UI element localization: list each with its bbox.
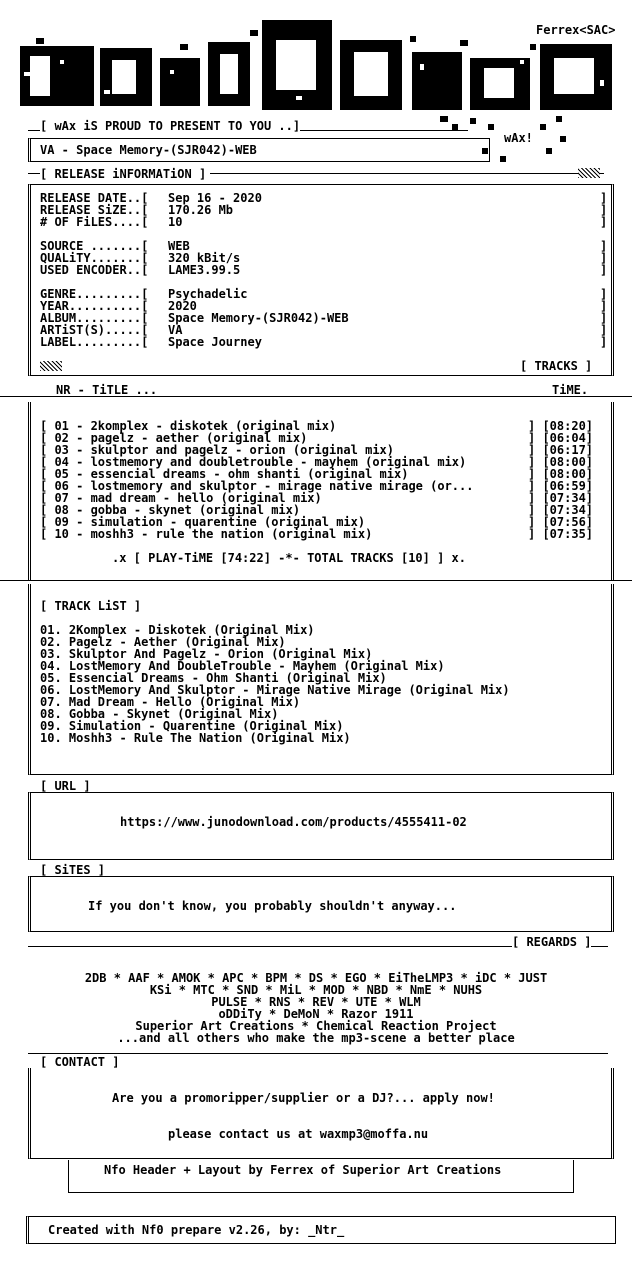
tracklist-item: 03. Skulptor And Pagelz - Orion (Original Mix) <box>40 647 373 661</box>
info-bracket-end: ] <box>600 263 608 277</box>
info-value: 2020 <box>168 299 197 313</box>
sites-heading: [ SiTES ] <box>40 863 106 877</box>
tracklist-item: 08. Gobba - Skynet (Original Mix) <box>40 707 279 721</box>
info-label: QUALiTY.......[ <box>40 251 149 265</box>
track-line: [ 02 - pagelz - aether (original mix) <box>40 431 308 445</box>
info-bracket-end: ] <box>600 323 608 337</box>
regards-line: PULSE * RNS * REV * UTE * WLM <box>211 995 421 1009</box>
info-bracket-end: ] <box>600 239 608 253</box>
info-label: ARTiST(S).....[ <box>40 323 149 337</box>
track-line: [ 09 - simulation - quarentine (original mix) <box>40 515 366 529</box>
track-time: ] [06:59] <box>528 479 594 493</box>
contact-line-apply: Are you a promoripper/supplier or a DJ?... apply now! <box>112 1091 495 1105</box>
hatch-decor <box>40 361 62 371</box>
track-line: [ 04 - lostmemory and doubletrouble - mayhem (original mix) <box>40 455 467 469</box>
info-bracket-end: ] <box>600 215 608 229</box>
url-link[interactable]: https://www.junodownload.com/products/4555411-02 <box>120 815 467 829</box>
info-label: RELEASE SiZE..[ <box>40 203 149 217</box>
hatch-decor <box>578 168 600 178</box>
track-time: ] [06:17] <box>528 443 594 457</box>
regards-line: ...and all others who make the mp3-scene a better place <box>117 1031 515 1045</box>
logo-tag: wAx! <box>504 131 533 145</box>
url-heading: [ URL ] <box>40 779 91 793</box>
track-time: ] [06:04] <box>528 431 594 445</box>
tracks-heading: [ TRACKS ] <box>520 359 593 373</box>
col-time-header: TiME. <box>552 383 589 397</box>
regards-line: 2DB * AAF * AMOK * APC * BPM * DS * EGO * EiTheLMP3 * iDC * JUST <box>84 971 548 985</box>
info-value: 170.26 Mb <box>168 203 234 217</box>
regards-line: Superior Art Creations * Chemical Reaction Project <box>135 1019 497 1033</box>
info-label: # OF FiLES....[ <box>40 215 149 229</box>
track-line: [ 06 - lostmemory and skulptor - mirage native mirage (or... <box>40 479 474 493</box>
info-bracket-end: ] <box>600 251 608 265</box>
tracks-summary: .x [ PLAY-TiME [74:22] -*- TOTAL TRACKS [10] ] x. <box>112 551 467 565</box>
contact-rule <box>28 1053 608 1054</box>
info-value: Sep 16 - 2020 <box>168 191 262 205</box>
track-time: ] [07:34] <box>528 491 594 505</box>
contact-heading: [ CONTACT ] <box>40 1055 120 1069</box>
track-time: ] [07:56] <box>528 515 594 529</box>
regards-line: oDDiTy * DeMoN * Razor 1911 <box>218 1007 414 1021</box>
info-label: ALBUM.........[ <box>40 311 149 325</box>
info-value: WEB <box>168 239 190 253</box>
tracklist-item: 01. 2Komplex - Diskotek (Original Mix) <box>40 623 315 637</box>
info-label: GENRE.........[ <box>40 287 149 301</box>
tracklist-item: 07. Mad Dream - Hello (Original Mix) <box>40 695 301 709</box>
info-label: RELEASE DATE..[ <box>40 191 149 205</box>
header-credit: Ferrex<SAC> <box>536 23 616 37</box>
contact-line-email[interactable]: please contact us at waxmp3@moffa.nu <box>168 1127 429 1141</box>
info-bracket-end: ] <box>600 203 608 217</box>
track-time: ] [08:00] <box>528 455 594 469</box>
track-time: ] [07:34] <box>528 503 594 517</box>
release-title: VA - Space Memory-(SJR042)-WEB <box>40 143 257 157</box>
tracks-bottom-rule <box>0 580 632 581</box>
regards-heading: [ REGARDS ] <box>512 935 592 949</box>
info-value: Space Memory-(SJR042)-WEB <box>168 311 349 325</box>
info-label: USED ENCODER..[ <box>40 263 149 277</box>
info-label: SOURCE .......[ <box>40 239 149 253</box>
info-label: LABEL.........[ <box>40 335 149 349</box>
tracklist-heading: [ TRACK LiST ] <box>40 599 142 613</box>
track-line: [ 03 - skulptor and pagelz - orion (original mix) <box>40 443 395 457</box>
contact-box <box>28 1068 614 1159</box>
tracklist-item: 04. LostMemory And DoubleTrouble - Mayhem (Original Mix) <box>40 659 445 673</box>
track-line: [ 10 - moshh3 - rule the nation (original mix) <box>40 527 373 541</box>
track-time: ] [07:35] <box>528 527 594 541</box>
tracklist-item: 06. LostMemory And Skulptor - Mirage Native Mirage (Original Mix) <box>40 683 510 697</box>
created-with: Created with Nf0 prepare v2.26, by: _Ntr_ <box>48 1223 345 1237</box>
info-value: LAME3.99.5 <box>168 263 241 277</box>
info-bracket-end: ] <box>600 299 608 313</box>
sites-text: If you don't know, you probably shouldn't anyway... <box>88 899 457 913</box>
tracklist-item: 09. Simulation - Quarentine (Original Mix) <box>40 719 344 733</box>
track-line: [ 05 - essencial dreams - ohm shanti (original mix) <box>40 467 409 481</box>
info-bracket-end: ] <box>600 335 608 349</box>
track-time: ] [08:00] <box>528 467 594 481</box>
tracklist-item: 05. Essencial Dreams - Ohm Shanti (Original Mix) <box>40 671 387 685</box>
info-value: VA <box>168 323 183 337</box>
track-line: [ 08 - gobba - skynet (original mix) <box>40 503 301 517</box>
info-value: Psychadelic <box>168 287 248 301</box>
tracklist-item: 10. Moshh3 - Rule The Nation (Original Mix) <box>40 731 351 745</box>
info-bracket-end: ] <box>600 311 608 325</box>
track-time: ] [08:20] <box>528 419 594 433</box>
track-line: [ 01 - 2komplex - diskotek (original mix) <box>40 419 337 433</box>
regards-line: KSi * MTC * SND * MiL * MOD * NBD * NmE * NUHS <box>149 983 483 997</box>
presents-text: [ wAx iS PROUD TO PRESENT TO YOU ..] <box>40 119 301 133</box>
track-line: [ 07 - mad dream - hello (original mix) <box>40 491 322 505</box>
info-value: 320 kBit/s <box>168 251 241 265</box>
info-bracket-end: ] <box>600 191 608 205</box>
layout-credit: Nfo Header + Layout by Ferrex of Superior Art Creations <box>104 1163 502 1177</box>
tracklist-item: 02. Pagelz - Aether (Original Mix) <box>40 635 286 649</box>
info-value: Space Journey <box>168 335 262 349</box>
info-bracket-end: ] <box>600 287 608 301</box>
release-info-heading: [ RELEASE iNFORMATiON ] <box>40 168 210 180</box>
info-label: YEAR..........[ <box>40 299 149 313</box>
info-value: 10 <box>168 215 183 229</box>
col-title-header: NR - TiTLE ... <box>56 383 158 397</box>
